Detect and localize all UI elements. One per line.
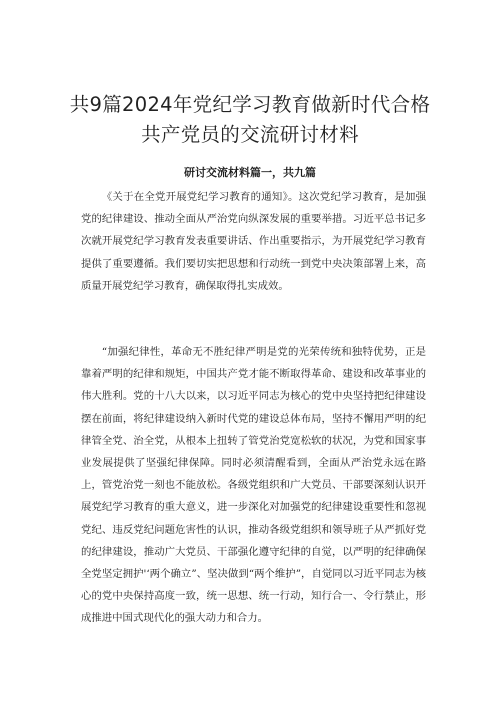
document-title: 共9篇2024年党纪学习教育做新时代合格共产党员的交流研讨材料: [69, 93, 431, 146]
section-heading: 研讨交流材料篇一，共九篇: [184, 166, 316, 179]
body-paragraph-2: “加强纪律性，革命无不胜纪律严明是党的光荣传统和独特优势，正是靠着严明的纪律和规矩，中国共产党才能不断取得革命、建设和改革事业的伟大胜利。党的十八大以来，以习近平同志为核心的党中央坚持把纪律建设摆在前面，将纪律建设纳入新时代党的建设总体布局，坚持不懈用严明的纪律管全党、治全党，从根本上扭转了管党治党宽松软的状况，为党和国家事业发展提供了坚强纪律保障。同时必须清醒看到，全面从严治党永远在路上，管党治党一刻也不能放松。各级党组织和广大党员、干部要深刻认识开展党纪学习教育的重大意义，进一步深化对加强党的纪律建设重要性和忽视党纪、违反党纪问题危害性的认识，推动各级党组织和领导班子从严抓好党的纪律建设，推动广大党员、干部强化遵守纪律的自觉，以严明的纪律确保全党坚定拥护'‘两个确立”、坚决做到“两个维护”，自觉同以习近平同志为核心的党中央保持高度一致，统一思想、统一行动，知行合一、令行禁止，形成推进中国式现代化的强大动力和合力。: [81, 346, 426, 625]
body-paragraph-1: 《关于在全党开展党纪学习教育的通知》。这次党纪学习教育，是加强党的纪律建设、推动全面从严治党向纵深发展的重要举措。习近平总书记多次就开展党纪学习教育发表重要讲话、作出重要指示，为开展党纪学习教育提供了重要遵循。我们要切实把思想和行动统一到党中央决策部署上来，高质量开展党纪学习教育，确保取得扎实成效。: [81, 191, 426, 292]
